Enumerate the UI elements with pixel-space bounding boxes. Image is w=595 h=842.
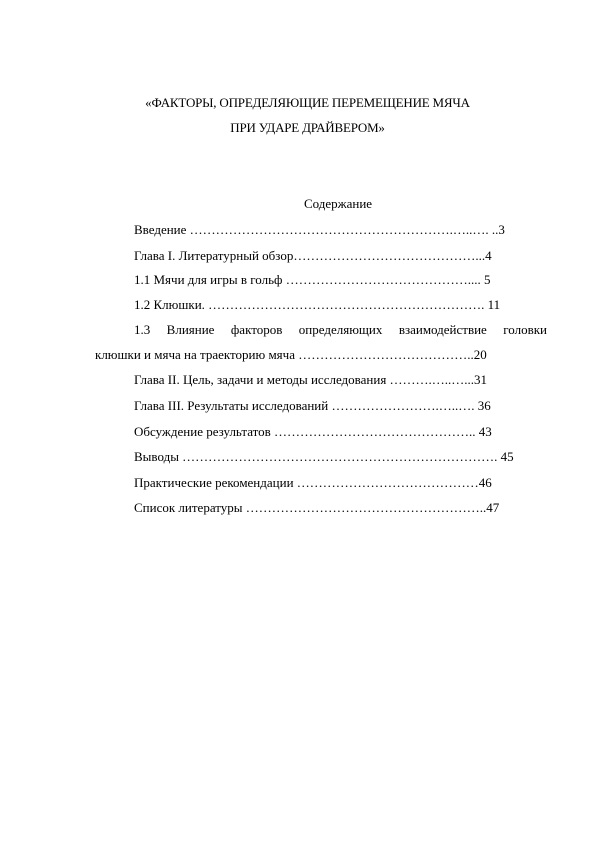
toc-entry-references: Список литературы ………………………………………………..47 — [134, 500, 500, 515]
toc-entry-chapter-1: Глава I. Литературный обзор……………………………………...4 — [134, 248, 492, 263]
toc-entry-chapter-3: Глава III. Результаты исследований …………………….…..…. 36 — [134, 398, 491, 413]
document-title-line-2: ПРИ УДАРЕ ДРАЙВЕРОМ» — [230, 120, 385, 135]
document-title-line-1: «ФАКТОРЫ, ОПРЕДЕЛЯЮЩИЕ ПЕРЕМЕЩЕНИЕ МЯЧА — [145, 95, 470, 110]
toc-entry-1-3-line-2: клюшки и мяча на траекторию мяча …………………………………..20 — [95, 347, 487, 362]
contents-heading: Содержание — [303, 196, 373, 211]
toc-entry-conclusions: Выводы ………………………………………………………………. 45 — [134, 449, 514, 464]
toc-entry-1-2: 1.2 Клюшки. ………………………………………………………. 11 — [134, 297, 501, 312]
toc-entry-introduction: Введение …………………………………………………….…..…. ..3 — [134, 222, 505, 237]
toc-entry-discussion: Обсуждение результатов ……………………………………….. 43 — [134, 424, 492, 439]
toc-entry-1-1: 1.1 Мячи для игры в гольф …………………………………….... 5 — [134, 272, 491, 287]
toc-entry-1-3-line-1: 1.3 Влияние факторов определяющих взаимодействие головки — [134, 322, 547, 337]
toc-entry-chapter-2: Глава II. Цель, задачи и методы исследования ……….…..…...31 — [134, 372, 488, 387]
toc-entry-recommendations: Практические рекомендации ……………………………………46 — [134, 475, 492, 490]
